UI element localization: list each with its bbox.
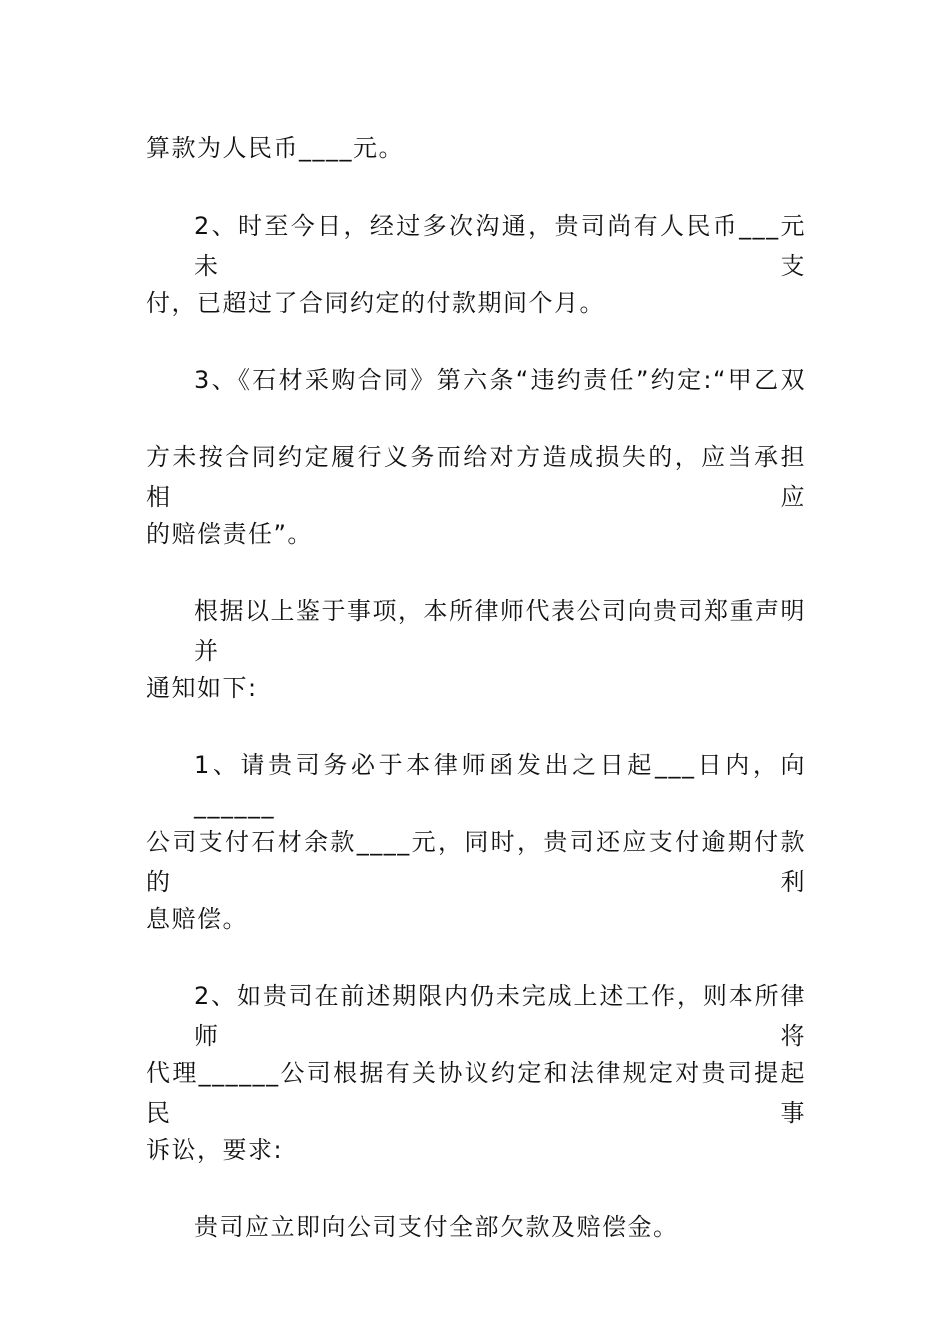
text-line: 通知如下: [146,674,258,702]
text-line: 算款为人民币____元。 [146,134,404,162]
text-line: 根据以上鉴于事项，本所律师代表公司向贵司郑重声明并 [194,597,806,665]
text-line: 诉讼，要求: [146,1136,284,1164]
text-line: 付，已超过了合同约定的付款期间个月。 [146,289,605,317]
text-line: 的赔偿责任”。 [146,520,313,548]
text-line: 公司支付石材余款____元，同时，贵司还应支付逾期付款的利 [146,828,806,896]
text-line: 1、请贵司务必于本律师函发出之日起___日内，向______ [194,751,806,819]
text-line: 方未按合同约定履行义务而给对方造成损失的，应当承担相应 [146,443,806,511]
text-line: 息赔偿。 [146,905,248,933]
text-line: 3、《石材采购合同》第六条“违约责任”约定:“甲乙双 [194,366,806,394]
text-line: 代理______公司根据有关协议约定和法律规定对贵司提起民事 [146,1059,806,1127]
text-line: 贵司应立即向公司支付全部欠款及赔偿金。 [194,1213,679,1241]
text-line: 2、如贵司在前述期限内仍未完成上述工作，则本所律师将 [194,982,806,1050]
text-line: 2、时至今日，经过多次沟通，贵司尚有人民币___元未支 [194,212,806,280]
